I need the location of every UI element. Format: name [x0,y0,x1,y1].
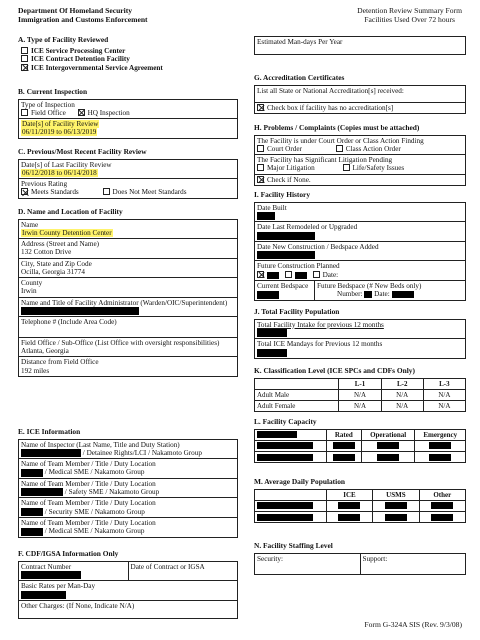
redacted-inspector [21,449,81,457]
checkbox-meets-standards[interactable] [21,188,28,195]
table-cell [255,511,327,522]
team-member-label: Name of Team Member / Title / Duty Location [21,460,156,469]
table-row [255,451,466,462]
section-c-title: C. Previous/Most Recent Facility Review [18,147,147,156]
redacted-cell [377,442,399,449]
table-cell: N/A [423,389,465,400]
date-built-row [255,203,465,223]
team-member-row-1 [19,459,237,479]
section-n-title: N. Facility Staffing Level [254,541,333,550]
contract-row [19,562,237,582]
section-k [254,367,466,412]
county-label: County [21,279,43,288]
table-cell [419,500,465,511]
checkbox-field-office[interactable] [21,109,28,116]
current-bedspace-cell [255,281,315,300]
team-member-value: / Medical SME / Nakamoto Group [44,468,145,477]
future-bedspace-label: Future Bedspace (# New Beds only) [317,281,422,290]
section-m-title: M. Average Daily Population [254,477,346,486]
form-header-title [357,6,462,24]
future-construction-row [255,261,465,281]
bedspace-row [255,281,465,300]
table-cell [255,440,327,451]
form-subtitle: Facilities Used Over 72 hours [364,15,455,25]
checkbox-hq-inspection[interactable] [78,109,85,116]
city-value: Ocilla, Georgia 31774 [21,267,85,276]
table-cell [373,511,419,522]
future-construction-label: Future Construction Planned [257,262,340,271]
redacted-cell [385,502,407,509]
checkbox-major-litigation[interactable] [257,164,264,171]
inspector-value: / Detainee Rights/LCI / Nakamoto Group [82,448,202,457]
new-construction-row [255,242,465,262]
table-cell [326,500,372,511]
daily-population-table [254,489,466,523]
table-cell [361,440,415,451]
estimated-man-days-label: Estimated Man-days Per Year [257,38,343,46]
section-b [18,88,238,139]
checkbox-not-meets[interactable] [103,188,110,195]
population-box [254,319,466,359]
section-h [254,124,466,186]
basic-rates-label: Basic Rates per Man-Day [21,582,96,591]
team-member-row-4 [19,518,237,537]
last-review-label: Date[s] of Last Facility Review [21,160,112,169]
table-row [255,400,466,411]
court-order-row [255,136,465,156]
security-cell [255,554,361,574]
major-litigation-label: Major Litigation [267,164,315,173]
ice-information-box [18,439,238,538]
city-label: City, State and Zip Code [21,259,92,268]
check-none-label: Check if None. [267,175,311,184]
distance-value: 192 miles [21,366,50,375]
checkbox-life-safety[interactable] [343,164,350,171]
section-f [18,550,238,619]
level-3-header: L-3 [423,378,465,389]
table-cell [361,451,415,462]
administrator-label: Name and Title of Facility Administrator (Warden/OIC/Superintendent) [21,298,228,307]
litigation-row [255,155,465,175]
capacity-table [254,429,466,463]
section-l-title: L. Facility Capacity [254,417,317,426]
staffing-box [254,553,466,575]
address-value: 132 Cotton Drive [21,248,72,257]
option-cdf[interactable] [18,55,238,63]
row-label: Adult Male [255,389,339,400]
team-member-value: / Safety SME / Nakamoto Group [64,488,160,497]
option-igsa[interactable] [18,64,238,72]
redacted-cell [431,502,453,509]
redacted-future-number [364,291,372,298]
cdf-igsa-box [18,561,238,619]
team-member-row-2 [19,479,237,499]
rated-header: Rated [326,429,361,440]
redacted-new-construction [257,251,315,259]
facility-name-row [19,220,237,240]
inspector-row [19,440,237,460]
other-header: Other [419,489,465,500]
table-row [255,440,466,451]
classification-table [254,378,466,412]
hq-inspection-label: HQ Inspection [87,108,130,117]
checkbox-no-accreditation[interactable] [257,104,264,111]
redacted-cell [338,502,360,509]
agency-name: Department Of Homeland Security [18,6,133,15]
capacity-corner-cell [255,429,327,440]
redacted-future-1 [267,272,279,279]
population-corner-cell [255,489,327,500]
life-safety-label: Life/Safety Issues [352,164,405,173]
table-cell [415,451,466,462]
review-dates-value: 06/11/2019 to 06/13/2019 [22,128,97,137]
option-spc[interactable] [18,47,238,55]
emergency-header: Emergency [415,429,466,440]
phone-label: Telephone # (Include Area Code) [21,318,117,327]
option-cdf-label: ICE Contract Detention Facility [31,55,130,64]
basic-rates-row [19,581,237,601]
table-cell [255,451,327,462]
team-member-label: Name of Team Member / Title / Duty Location [21,479,156,488]
section-d-title: D. Name and Location of Facility [18,207,123,216]
redacted-future-2 [295,272,307,279]
redacted-cell [338,514,360,521]
redacted-administrator [21,307,139,315]
table-row [255,511,466,522]
section-g [254,74,466,114]
inspection-type-label: Type of Inspection [21,100,75,109]
contract-number-cell [19,562,129,581]
support-cell [361,554,466,574]
checkbox-class-action[interactable] [336,145,343,152]
redacted-future-date [392,291,414,298]
problems-box [254,135,466,186]
previous-rating-label: Previous Rating [21,180,68,189]
redacted-date-built [257,212,275,220]
table-row [255,500,466,511]
current-bedspace-label: Current Bedspace [257,281,309,290]
intake-label: Total Facility Intake for previous 12 months [257,320,384,329]
county-row [19,278,237,298]
date-remodeled-row [255,222,465,242]
section-h-title: H. Problems / Complaints (Copies must be attached) [254,123,420,132]
section-k-title: K. Classification Level (ICE SPCs and CDFs Only) [254,366,415,375]
address-label: Address (Street and Name) [21,240,100,249]
distance-row [19,357,237,376]
previous-review-box [18,159,238,199]
class-action-label: Class Action Order [345,144,401,153]
table-cell [255,500,327,511]
other-charges-row [19,601,237,618]
inspection-type-row [19,100,237,120]
team-member-label: Name of Team Member / Title / Duty Location [21,519,156,528]
estimated-man-days-row [255,37,465,54]
field-office-label: Field Office [31,108,66,117]
team-member-value: / Security SME / Nakamoto Group [44,507,145,516]
redacted-current-bedspace [257,291,279,299]
county-value: Irwin [21,287,37,296]
redacted-cell [257,442,313,449]
checkbox-future-1[interactable] [257,271,264,278]
redacted-cell [333,442,355,449]
inspector-label: Name of Inspector (Last Name, Title and Duty Station) [21,440,180,449]
population-header-row [255,489,466,500]
option-spc-label: ICE Service Processing Center [31,46,126,55]
redacted-team-member-2 [21,488,63,496]
facility-name-label: Name [21,220,39,229]
redacted-cell [257,454,313,461]
section-a [18,36,238,73]
table-cell [326,511,372,522]
section-c [18,148,238,199]
table-cell [419,511,465,522]
row-label: Adult Female [255,400,339,411]
classification-corner-cell [255,378,339,389]
redacted-basic-rates [21,591,66,599]
section-d [18,208,238,377]
usms-header: USMS [373,489,419,500]
redacted-team-member-3 [21,508,43,516]
redacted-team-member-4 [21,528,43,536]
estimated-man-days-box [254,36,466,55]
checkbox-cdf[interactable] [21,55,28,62]
option-igsa-label: ICE Intergovernmental Service Agreement [31,64,163,73]
redacted-cell [385,514,407,521]
checkbox-court-order[interactable] [257,145,264,152]
future-bedspace-cell [315,281,465,300]
section-i-title: I. Facility History [254,190,311,199]
last-review-dates-row [19,160,237,180]
redacted-cell [333,454,355,461]
date-built-label: Date Built [257,203,287,212]
accreditation-box [254,85,466,114]
table-cell: N/A [339,389,381,400]
level-1-header: L-1 [339,378,381,389]
field-office-label-d: Field Office / Sub-Office (List Office with oversight responsibilities) [21,338,220,347]
redacted-cell [431,514,453,521]
redacted-intake [257,329,287,337]
review-dates-label: Date[s] of Facility Review [22,120,99,129]
checkbox-future-2[interactable] [285,271,292,278]
no-accreditation-row [255,103,465,113]
redacted-team-member-1 [21,469,43,477]
checkbox-igsa[interactable] [21,64,28,71]
section-a-title: A. Type of Facility Reviewed [18,35,109,44]
table-cell [415,440,466,451]
section-g-title: G. Accreditation Certificates [254,73,345,82]
court-order-line: The Facility is under Court Order or Class Action Finding [257,136,424,145]
no-accreditation-label: Check box if facility has no accreditation[s] [267,103,394,112]
support-label: Support: [362,554,388,563]
table-cell: N/A [381,389,423,400]
section-i [254,191,466,301]
checkbox-spc[interactable] [21,47,28,54]
field-office-value: Atlanta, Georgia [21,346,69,355]
redacted-cell [257,502,313,509]
contract-number-label: Contract Number [21,562,72,571]
table-row [255,389,466,400]
date-remodeled-label: Date Last Remodeled or Upgraded [257,223,358,232]
check-none-row [255,175,465,185]
address-row [19,239,237,259]
last-review-value: 06/12/2018 to 06/14/2018 [22,168,97,177]
section-n [254,542,466,575]
review-dates-row [19,119,237,138]
security-label: Security: [257,554,283,563]
level-2-header: L-2 [381,378,423,389]
checkbox-none[interactable] [257,176,264,183]
field-office-row [19,338,237,358]
future-bed-date-label: Date: [374,290,390,299]
accreditation-list-label: List all State or National Accreditation[s] received: [257,86,404,95]
mandays-row [255,339,465,358]
contract-date-label: Date of Contract or IGSA [130,562,205,571]
section-e [18,428,238,538]
team-member-label: Name of Team Member / Title / Duty Location [21,499,156,508]
section-j [254,308,466,359]
classification-header-row [255,378,466,389]
table-cell: N/A [423,400,465,411]
checkbox-future-3[interactable] [313,271,320,278]
table-cell [326,451,361,462]
future-date-label: Date: [322,270,339,279]
estimated-man-days-section [254,36,466,55]
city-row [19,259,237,279]
section-b-title: B. Current Inspection [18,87,88,96]
mandays-label: Total ICE Mandays for Previous 12 months [257,340,383,349]
section-l [254,418,466,463]
section-j-title: J. Total Facility Population [254,307,340,316]
number-label: Number: [337,290,363,299]
redacted-cell [257,514,313,521]
ice-header: ICE [326,489,372,500]
not-meets-label: Does Not Meet Standards [112,188,187,197]
capacity-header-row [255,429,466,440]
section-e-title: E. ICE Information [18,427,81,436]
redacted-mandays [257,349,287,357]
other-charges-label: Other Charges: (If None, Indicate N/A) [21,601,135,610]
previous-rating-row [19,179,237,198]
facility-history-box [254,202,466,301]
redacted-cell [429,454,451,461]
distance-label: Distance from Field Office [21,358,99,367]
contract-date-cell [129,562,238,581]
operational-header: Operational [361,429,415,440]
form-number: Form G-324A SIS (Rev. 9/3/08) [364,620,462,630]
form-title: Detention Review Summary Form [357,6,462,15]
form-header-agency [18,6,148,24]
court-order-label: Court Order [267,144,302,153]
team-member-row-3 [19,498,237,518]
table-cell: N/A [339,400,381,411]
current-inspection-box [18,99,238,139]
redacted-cell [377,454,399,461]
facility-location-box [18,219,238,377]
redacted-capacity-corner [257,431,297,438]
redacted-date-remodeled [257,232,315,240]
litigation-line: The Facility has Significant Litigation Pending [257,156,393,165]
intake-row [255,320,465,340]
redacted-contract-number [21,571,81,579]
section-f-title: F. CDF/IGSA Information Only [18,549,119,558]
team-member-value: / Medical SME / Nakamoto Group [44,527,145,536]
facility-name-value: Irwin County Detention Center [22,228,112,237]
redacted-cell [429,442,451,449]
table-cell [373,500,419,511]
table-cell [326,440,361,451]
section-m [254,478,466,523]
phone-row [19,317,237,337]
meets-standards-label: Meets Standards [31,188,79,197]
table-cell: N/A [381,400,423,411]
administrator-row [19,298,237,318]
accreditation-list-row [255,86,465,103]
new-construction-label: Date New Construction / Bedspace Added [257,242,379,251]
agency-subname: Immigration and Customs Enforcement [18,15,148,25]
